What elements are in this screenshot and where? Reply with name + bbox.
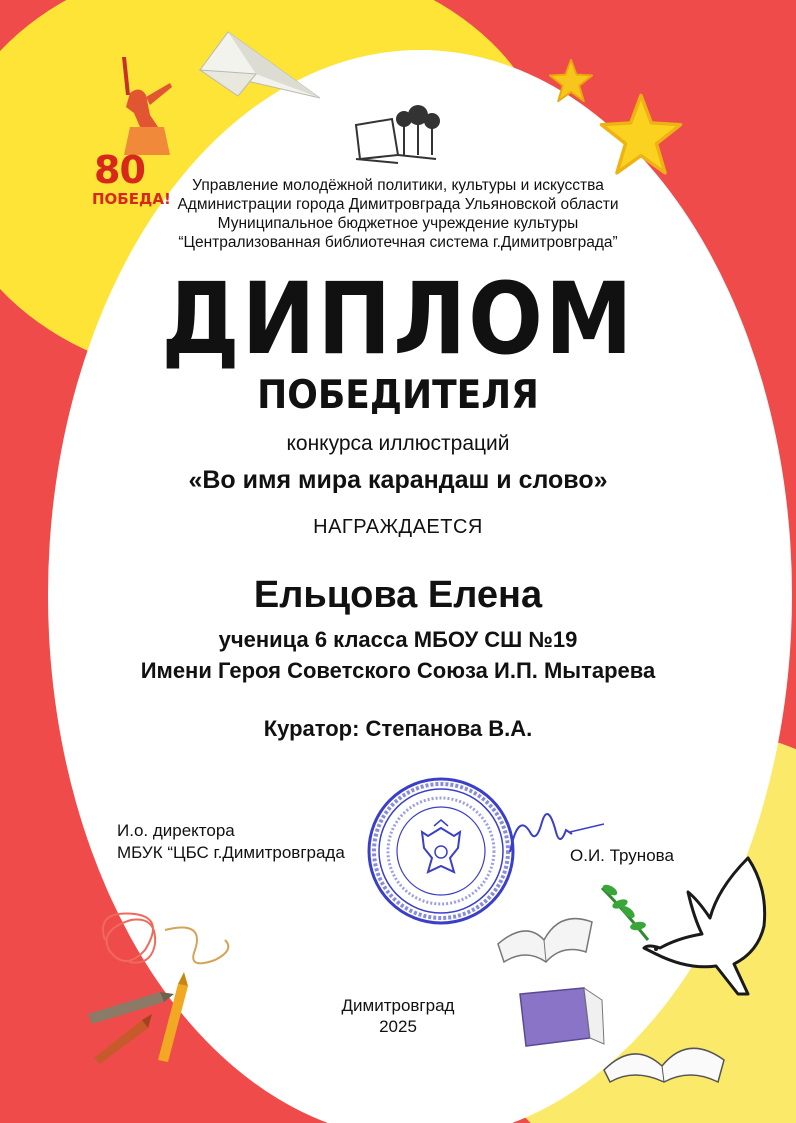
signer-position-line: МБУК “ЦБС г.Димитровграда: [117, 843, 345, 862]
paper-plane-icon: [198, 30, 323, 100]
book-trees-logo-icon: [352, 105, 444, 167]
recipient-details: [0, 624, 796, 686]
contest-label: конкурса иллюстраций: [286, 432, 510, 455]
crayon-scribble: [95, 900, 245, 980]
organization-line: Управление молодёжной политики, культуры и искусства: [192, 177, 604, 194]
curator-line: Куратор: Степанова В.А.: [263, 716, 533, 741]
organization-line: Администрации города Димитровграда Ульяновской области: [177, 196, 619, 213]
recipient-name: Ельцова Елена: [253, 574, 543, 616]
books-icon: [496, 900, 596, 970]
organization-line: Муниципальное бюджетное учреждение культуры: [217, 215, 579, 232]
victory-badge-word: ПОБЕДА!: [92, 190, 171, 208]
state-seal-icon: [366, 776, 516, 926]
dove-icon: [598, 848, 778, 998]
contest-name: «Во имя мира карандаш и слово»: [188, 466, 608, 494]
star-icon: [598, 92, 684, 178]
year-label: 2025: [379, 1017, 417, 1036]
awarded-label: НАГРАЖДАЕТСЯ: [313, 516, 483, 538]
handwritten-signature: [500, 792, 610, 862]
organization-header: [0, 176, 796, 252]
signer-position: [117, 820, 345, 864]
star-icon: [548, 58, 594, 104]
organization-line: “Централизованная библиотечная система г.Димитровграда”: [178, 234, 618, 251]
city-label: Димитровград: [341, 996, 455, 1015]
victory-80-badge: 80: [94, 148, 145, 192]
diploma-title: ДИПЛОМ: [161, 261, 635, 377]
city-year-footer: [0, 995, 796, 1037]
recipient-grade: ученица 6 класса МБОУ СШ №19: [218, 627, 578, 652]
signer-name: О.И. Трунова: [570, 846, 674, 865]
signer-position-line: И.о. директора: [117, 821, 235, 840]
recipient-school: Имени Героя Советского Союза И.П. Мытарева: [140, 658, 656, 683]
diploma-subtitle: ПОБЕДИТЕЛЯ: [257, 372, 539, 418]
